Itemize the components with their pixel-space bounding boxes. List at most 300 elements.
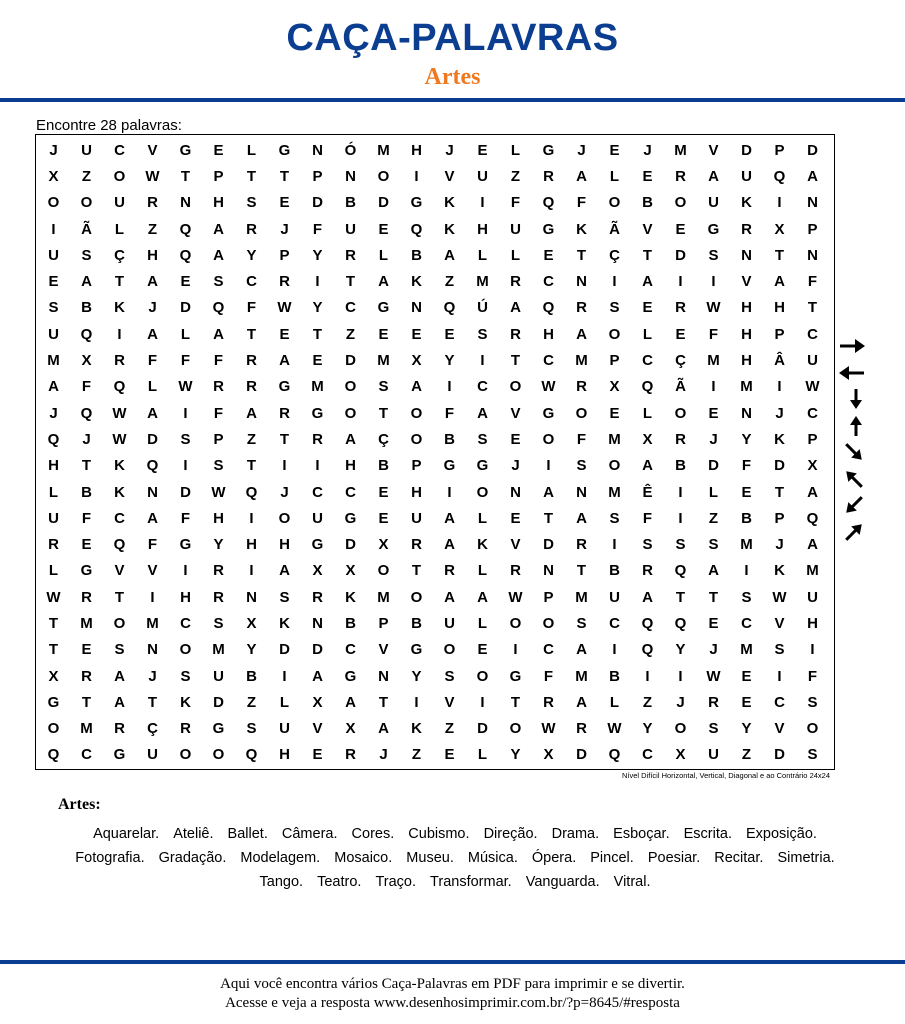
grid-letter: N — [147, 641, 158, 659]
grid-letter: N — [378, 667, 389, 685]
grid-letter: I — [315, 457, 320, 475]
grid-letter: B — [246, 667, 257, 685]
grid-letter: G — [542, 404, 555, 422]
word-item: Aquarelar. — [93, 826, 160, 842]
grid-letter: C — [312, 483, 323, 501]
grid-letter: O — [410, 588, 423, 606]
grid-letter: O — [47, 194, 60, 212]
grid-letter: Ç — [147, 720, 158, 738]
grid-letter: O — [674, 720, 687, 738]
grid-letter: R — [279, 273, 290, 291]
grid-letter: W — [706, 299, 721, 317]
grid-letter: E — [642, 299, 653, 317]
grid-letter: I — [678, 273, 683, 291]
grid-letter: A — [378, 273, 389, 291]
grid-letter: R — [312, 588, 323, 606]
word-item: Música. — [467, 850, 518, 866]
grid-letter: I — [282, 667, 287, 685]
grid-letter: Y — [444, 352, 455, 370]
grid-letter: F — [807, 667, 818, 685]
word-item: Mosaico. — [334, 850, 393, 866]
grid-letter: O — [377, 167, 390, 185]
grid-letter: E — [312, 746, 323, 764]
down-arrow-icon — [836, 387, 868, 411]
grid-letter: I — [546, 457, 551, 475]
grid-letter: A — [213, 325, 224, 343]
grid-letter: D — [675, 246, 686, 264]
grid-letter: O — [542, 614, 555, 632]
top-divider — [0, 98, 905, 102]
grid-letter: L — [147, 378, 158, 396]
grid-letter: O — [674, 404, 687, 422]
grid-letter: R — [48, 536, 59, 554]
word-item: Ateliê. — [173, 826, 214, 842]
grid-letter: Q — [146, 457, 159, 475]
grid-letter: G — [542, 141, 555, 159]
left-arrow-icon — [836, 361, 868, 385]
grid-letter: H — [741, 299, 752, 317]
grid-letter: U — [741, 167, 752, 185]
grid-letter: C — [180, 614, 191, 632]
grid-letter: P — [378, 614, 389, 632]
grid-letter: Y — [312, 246, 323, 264]
grid-letter: A — [345, 693, 356, 711]
up-left-arrow-icon — [836, 467, 868, 491]
grid-letter: S — [213, 614, 224, 632]
grid-letter: B — [444, 430, 455, 448]
grid-letter: S — [741, 588, 752, 606]
grid-letter: R — [510, 562, 521, 580]
instruction-text: Encontre 28 palavras: — [36, 117, 182, 134]
grid-letter: B — [81, 299, 92, 317]
grid-letter: C — [345, 483, 356, 501]
grid-row — [37, 216, 829, 242]
word-item: Cores. — [351, 826, 395, 842]
grid-letter: R — [576, 536, 587, 554]
grid-letter: K — [477, 536, 488, 554]
grid-letter: F — [576, 194, 587, 212]
grid-letter: J — [82, 430, 91, 448]
grid-letter: M — [806, 562, 819, 580]
grid-letter: P — [279, 246, 290, 264]
grid-letter: X — [48, 167, 59, 185]
grid-letter: T — [774, 246, 785, 264]
grid-letter: L — [48, 562, 59, 580]
grid-letter: I — [447, 483, 452, 501]
page-subtitle: Artes — [424, 64, 481, 90]
direction-arrows — [836, 334, 872, 546]
grid-letter: U — [312, 509, 323, 527]
grid-letter: P — [411, 457, 422, 475]
grid-letter: T — [48, 614, 59, 632]
grid-letter: O — [410, 430, 423, 448]
footer-line-1: Aqui você encontra vários Caça-Palavras em PDF para imprimir e se divertir. — [220, 976, 685, 992]
grid-letter: Y — [741, 720, 752, 738]
grid-letter: A — [444, 246, 455, 264]
grid-letter: L — [609, 167, 620, 185]
grid-letter: O — [443, 641, 456, 659]
word-item: Traço. — [375, 874, 417, 890]
grid-letter: N — [576, 273, 587, 291]
grid-letter: G — [377, 299, 390, 317]
grid-letter: C — [642, 746, 653, 764]
grid-letter: I — [678, 667, 683, 685]
grid-letter: R — [147, 194, 158, 212]
grid-letter: I — [744, 562, 749, 580]
grid-letter: W — [145, 167, 160, 185]
grid-row — [37, 505, 829, 531]
word-item: Ballet. — [227, 826, 268, 842]
word-item: Drama. — [551, 826, 600, 842]
grid-letter: V — [444, 693, 455, 711]
grid-letter: S — [807, 746, 818, 764]
grid-letter: L — [510, 246, 521, 264]
grid-letter: W — [508, 588, 523, 606]
up-arrow-icon — [836, 414, 868, 438]
grid-letter: X — [312, 562, 323, 580]
grid-letter: C — [543, 273, 554, 291]
grid-letter: K — [411, 720, 422, 738]
grid-letter: A — [444, 509, 455, 527]
grid-letter: M — [608, 483, 621, 501]
grid-letter: Y — [246, 246, 257, 264]
grid-letter: U — [807, 588, 818, 606]
grid-letter: W — [211, 483, 226, 501]
grid-letter: F — [741, 457, 752, 475]
grid-letter: G — [410, 194, 423, 212]
grid-letter: P — [213, 430, 224, 448]
word-item: Poesiar. — [647, 850, 701, 866]
grid-letter: A — [642, 273, 653, 291]
grid-letter: S — [576, 614, 587, 632]
grid-letter: F — [576, 430, 587, 448]
grid-letter: U — [510, 220, 521, 238]
grid-letter: T — [48, 641, 59, 659]
grid-letter: Q — [80, 404, 93, 422]
grid-letter: D — [180, 483, 191, 501]
grid-letter: Z — [246, 430, 257, 448]
grid-letter: D — [378, 194, 389, 212]
grid-letter: X — [345, 720, 356, 738]
grid-letter: E — [378, 325, 389, 343]
grid-letter: O — [509, 720, 522, 738]
grid-letter: H — [741, 352, 752, 370]
grid-letter: A — [213, 220, 224, 238]
down-right-arrow-icon — [836, 440, 868, 464]
grid-letter: R — [279, 404, 290, 422]
grid-letter: T — [312, 325, 323, 343]
grid-letter: A — [147, 509, 158, 527]
grid-letter: G — [80, 562, 93, 580]
grid-letter: S — [180, 430, 191, 448]
grid-letter: A — [213, 246, 224, 264]
grid-letter: O — [179, 641, 192, 659]
grid-letter: X — [411, 352, 422, 370]
grid-letter: I — [480, 352, 485, 370]
grid-letter: E — [48, 273, 59, 291]
grid-row — [37, 295, 829, 321]
grid-letter: G — [311, 536, 324, 554]
grid-letter: I — [678, 509, 683, 527]
word-item: Vitral. — [613, 874, 651, 890]
grid-letter: B — [609, 562, 620, 580]
grid-letter: B — [378, 457, 389, 475]
grid-letter: H — [180, 588, 191, 606]
grid-letter: Q — [47, 430, 60, 448]
grid-letter: T — [708, 588, 719, 606]
grid-letter: S — [477, 430, 488, 448]
grid-letter: B — [642, 194, 653, 212]
grid-letter: S — [81, 246, 92, 264]
grid-letter: Ã — [609, 220, 620, 238]
grid-letter: E — [543, 246, 554, 264]
grid-row — [37, 558, 829, 584]
grid-letter: K — [345, 588, 356, 606]
grid-letter: I — [513, 641, 518, 659]
grid-letter: C — [543, 352, 554, 370]
grid-letter: Ú — [477, 299, 488, 317]
grid-letter: C — [642, 352, 653, 370]
word-item: Escrita. — [683, 826, 732, 842]
grid-letter: R — [576, 378, 587, 396]
grid-letter: V — [774, 614, 785, 632]
grid-letter: A — [147, 273, 158, 291]
grid-letter: B — [81, 483, 92, 501]
grid-letter: A — [477, 588, 488, 606]
grid-letter: M — [377, 588, 390, 606]
grid-letter: E — [279, 325, 290, 343]
grid-letter: A — [774, 273, 785, 291]
grid-letter: Ç — [378, 430, 389, 448]
grid-letter: E — [411, 325, 422, 343]
grid-letter: Z — [444, 273, 455, 291]
grid-letter: J — [148, 299, 157, 317]
grid-letter: T — [345, 273, 356, 291]
grid-letter: I — [810, 641, 815, 659]
grid-letter: T — [378, 693, 389, 711]
grid-letter: A — [708, 167, 719, 185]
grid-letter: O — [113, 167, 126, 185]
grid-letter: S — [246, 194, 257, 212]
grid-letter: I — [282, 457, 287, 475]
grid-letter: M — [212, 641, 225, 659]
grid-letter: C — [609, 614, 620, 632]
grid-letter: G — [344, 509, 357, 527]
grid-letter: E — [609, 404, 620, 422]
grid-letter: C — [345, 641, 356, 659]
grid-letter: P — [543, 588, 554, 606]
grid-letter: A — [543, 483, 554, 501]
grid-letter: O — [509, 378, 522, 396]
grid-letter: A — [477, 404, 488, 422]
grid-letter: K — [444, 194, 455, 212]
grid-letter: I — [447, 378, 452, 396]
grid-row — [37, 531, 829, 557]
grid-row — [37, 426, 829, 452]
grid-letter: R — [246, 220, 257, 238]
grid-letter: J — [577, 141, 586, 159]
grid-letter: Q — [641, 378, 654, 396]
grid-letter: H — [147, 246, 158, 264]
grid-letter: K — [741, 194, 752, 212]
grid-letter: T — [114, 273, 125, 291]
grid-letter: M — [740, 641, 753, 659]
grid-letter: O — [47, 720, 60, 738]
grid-row — [37, 637, 829, 663]
grid-letter: I — [777, 378, 782, 396]
grid-letter: U — [279, 720, 290, 738]
grid-letter: V — [312, 720, 323, 738]
grid-letter: S — [708, 246, 719, 264]
grid-row — [37, 400, 829, 426]
grid-letter: A — [81, 273, 92, 291]
grid-letter: O — [377, 562, 390, 580]
grid-letter: E — [741, 693, 752, 711]
grid-letter: E — [675, 325, 686, 343]
grid-letter: Ó — [344, 141, 357, 159]
grid-letter: G — [113, 746, 126, 764]
grid-row — [37, 321, 829, 347]
grid-letter: T — [378, 404, 389, 422]
grid-letter: G — [278, 141, 291, 159]
grid-letter: Q — [113, 536, 126, 554]
grid-letter: E — [279, 194, 290, 212]
grid-letter: E — [642, 167, 653, 185]
grid-letter: J — [643, 141, 652, 159]
grid-letter: O — [542, 430, 555, 448]
grid-letter: Q — [674, 562, 687, 580]
grid-letter: N — [312, 614, 323, 632]
grid-letter: W — [541, 720, 556, 738]
grid-letter: V — [741, 273, 752, 291]
right-arrow-icon — [836, 334, 868, 358]
grid-letter: C — [807, 325, 818, 343]
difficulty-note: Nível Difícil Horizontal, Vertical, Diagonal e ao Contrário 24x24 — [621, 771, 830, 780]
grid-letter: A — [114, 693, 125, 711]
grid-letter: H — [48, 457, 59, 475]
grid-letter: K — [114, 457, 125, 475]
grid-letter: W — [706, 667, 721, 685]
grid-letter: M — [311, 378, 324, 396]
grid-letter: S — [180, 667, 191, 685]
grid-letter: I — [777, 667, 782, 685]
grid-letter: F — [246, 299, 257, 317]
grid-letter: U — [345, 220, 356, 238]
grid-letter: P — [312, 167, 323, 185]
grid-letter: Y — [411, 667, 422, 685]
grid-letter: S — [774, 641, 785, 659]
grid-letter: J — [148, 667, 157, 685]
grid-letter: A — [576, 325, 587, 343]
grid-letter: L — [180, 325, 191, 343]
grid-letter: J — [775, 404, 784, 422]
grid-letter: O — [806, 720, 819, 738]
word-item: Pincel. — [590, 850, 634, 866]
grid-letter: E — [609, 141, 620, 159]
grid-letter: I — [777, 194, 782, 212]
grid-letter: W — [607, 720, 622, 738]
grid-letter: B — [345, 614, 356, 632]
grid-letter: M — [740, 536, 753, 554]
grid-letter: Z — [81, 167, 92, 185]
grid-letter: R — [675, 167, 686, 185]
word-item: Tango. — [259, 874, 304, 890]
grid-letter: V — [378, 641, 389, 659]
grid-letter: E — [741, 483, 752, 501]
grid-letter: U — [411, 509, 422, 527]
grid-letter: L — [48, 483, 59, 501]
grid-letter: I — [183, 404, 188, 422]
grid-letter: Q — [806, 509, 819, 527]
grid-letter: S — [609, 509, 620, 527]
grid-letter: I — [612, 536, 617, 554]
grid-letter: J — [280, 483, 289, 501]
grid-letter: T — [576, 562, 587, 580]
grid-letter: M — [740, 378, 753, 396]
grid-letter: E — [378, 220, 389, 238]
grid-letter: A — [411, 378, 422, 396]
word-item: Museu. — [406, 850, 454, 866]
grid-letter: A — [708, 562, 719, 580]
grid-letter: Q — [113, 378, 126, 396]
grid-letter: I — [678, 483, 683, 501]
grid-letter: L — [642, 404, 653, 422]
grid-letter: P — [213, 167, 224, 185]
grid-letter: Y — [675, 641, 686, 659]
grid-letter: U — [609, 588, 620, 606]
grid-letter: Y — [213, 536, 224, 554]
grid-letter: R — [543, 167, 554, 185]
grid-letter: Z — [246, 693, 257, 711]
grid-letter: Y — [741, 430, 752, 448]
grid-letter: R — [708, 693, 719, 711]
grid-letter: Ç — [609, 246, 620, 264]
grid-letter: A — [576, 641, 587, 659]
grid-letter: F — [543, 667, 554, 685]
grid-letter: F — [147, 536, 158, 554]
grid-letter: X — [807, 457, 818, 475]
footer — [0, 975, 905, 1013]
grid-letter: A — [48, 378, 59, 396]
grid-letter: I — [612, 273, 617, 291]
grid-letter: X — [48, 667, 59, 685]
grid-letter: R — [411, 536, 422, 554]
grid-letter: I — [51, 220, 56, 238]
grid-letter: A — [345, 430, 356, 448]
grid-letter: N — [741, 246, 752, 264]
grid-letter: C — [774, 693, 785, 711]
grid-letter: M — [707, 352, 720, 370]
grid-letter: H — [246, 536, 257, 554]
grid-letter: Z — [741, 746, 752, 764]
grid-letter: K — [576, 220, 587, 238]
grid-letter: H — [213, 194, 224, 212]
grid-letter: I — [150, 588, 155, 606]
grid-letter: U — [147, 746, 158, 764]
grid-letter: S — [609, 299, 620, 317]
grid-letter: Q — [674, 614, 687, 632]
grid-letter: K — [774, 562, 785, 580]
grid-letter: H — [345, 457, 356, 475]
grid-letter: R — [246, 352, 257, 370]
grid-letter: O — [212, 746, 225, 764]
word-search-grid — [35, 134, 835, 770]
grid-letter: E — [708, 404, 719, 422]
grid-letter: U — [48, 325, 59, 343]
grid-letter: D — [774, 746, 785, 764]
grid-letter: K — [180, 693, 191, 711]
grid-letter: L — [246, 141, 257, 159]
